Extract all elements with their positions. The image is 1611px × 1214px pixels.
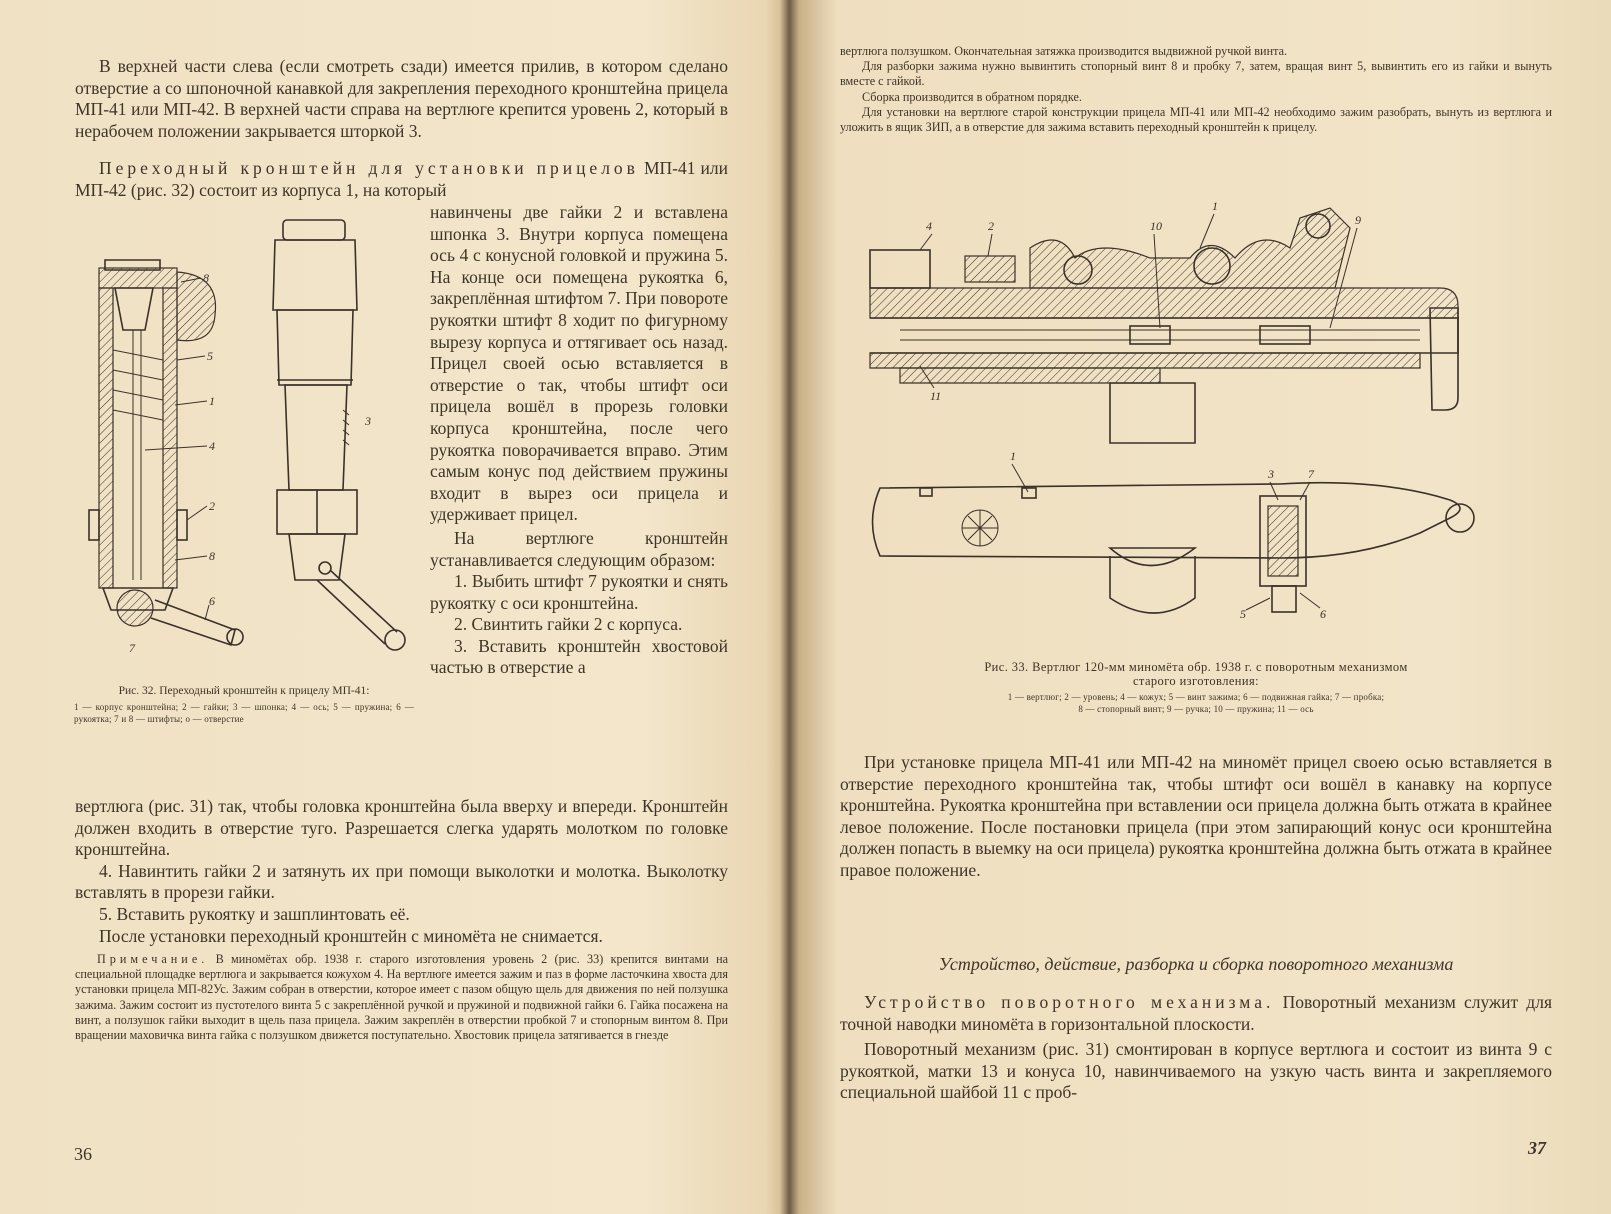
fig33-label-3: 3 — [1268, 467, 1274, 481]
fig33-label-10: 10 — [1150, 219, 1162, 233]
bracket-heading: Переходный кронштейн для установки прицелов — [99, 158, 639, 178]
fig33-label-6: 6 — [1320, 607, 1326, 621]
fig33-label-1-bottom: 1 — [1010, 449, 1016, 463]
old-design-install: Для установки на вертлюге старой конструкции прицела МП-41 или МП-42 необходимо зажим разобрать, вынуть из вертлюга и уложить в ящик ЗИП, а в отверстие для зажима вставить переходный кронштейн к прицелу. — [840, 104, 1552, 135]
figure-33-caption: Рис. 33. Вертлюг 120-мм миномёта обр. 1938 г. с поворотным механизмом — [984, 660, 1408, 674]
install-final-note: После установки переходный кронштейн с миномёта не снимается. — [99, 925, 603, 946]
note-label: Примечание. — [97, 952, 209, 966]
bracket-description: навинчены две гайки 2 и вставлена шпонка 3. Внутри корпуса помещена ось 4 с конусной головкой и пружина 5. На конце оси помещена рукоятка 6, закреплённая штифтом 7. При повороте рукоятки штифт 8 ходит по фигурному вырезу корпуса и оттягивает ось назад. Прицел своей осью вставляется в отверстие о так, чтобы штифт оси прицела вошёл в прорезь головки корпуса кронштейна, после чего рукоятка поворачивается вправо. Этим самым конус под действием пружины входит в вырез оси прицела и удерживает прицел. — [430, 202, 728, 525]
fig33-label-1-top: 1 — [1212, 199, 1218, 213]
install-step-5: 5. Вставить рукоятку и зашплинтовать её. — [99, 903, 410, 924]
figure-33-bottom-view — [873, 449, 1475, 621]
device-text: Поворотный механизм служит для точной наводки миномёта в горизонтальной плоскости. — [840, 992, 1552, 1034]
note-text: В миномётах обр. 1938 г. старого изготовления уровень 2 (рис. 33) крепится винтами на специальной площадке вертлюга и закрывается кожухом 4. На вертлюге имеется зажим и паз в форме ласточкина хвоста для установки прицела МП-82Ус. Зажим собран в отверстии, которое имеет с пазом общую щель для движения по ней ползушка зажима. Зажим состоит из пустотелого винта 5 с закреплённой ручкой и пружиной и подвижной гайки 6. Гайка посажена на винт, а ползушок гайки выходит в щель паза прицела. Зажим закреплён в отверстии пробкой 7 и стопорным винтом 8. При вращении маховичка винта гайка с ползушком движется поступательно. Хвостовик прицела затягивается в гнезде — [75, 952, 729, 1043]
clamp-tightening: вертлюга ползушком. Окончательная затяжка производится выдвижной ручкой винта. — [840, 44, 1288, 58]
device-block — [840, 992, 1552, 1104]
sight-install-paragraph: При установке прицела МП-41 или МП-42 на миномёт прицел своею осью вставляется в отверстие переходного кронштейна так, чтобы штифт оси вошёл в канавку на корпусе кронштейна. Рукоятка кронштейна при вставлении оси прицела должна быть отжата в крайнее левое положение. После постановки прицела (при этом запирающий конус оси кронштейна должен попасть в выемку на оси прицела) рукоятка кронштейна должна быть отжата в крайнее правое положение. — [840, 752, 1552, 880]
fig32-label-4: 4 — [209, 439, 215, 453]
figure-33-legend-line2: 8 — стопорный винт; 9 — ручка; 10 — пружина; 11 — ось — [1078, 704, 1314, 714]
device-heading: Устройство поворотного механизма. — [864, 992, 1275, 1012]
figure-32-exterior — [273, 220, 405, 650]
clamp-assembly: Сборка производится в обратном порядке. — [862, 89, 1082, 104]
right-top-text — [840, 44, 1552, 135]
page-number-left: 36 — [74, 1144, 92, 1164]
figure-33-drawing — [860, 188, 1570, 638]
fig33-label-2: 2 — [988, 219, 994, 233]
figure-32-section — [89, 260, 243, 655]
install-step-2: 2. Свинтить гайки 2 с корпуса. — [454, 614, 683, 635]
figure-33-caption-line2: старого изготовления: — [1132, 674, 1259, 688]
install-intro: На вертлюге кронштейн устанавливается следующим образом: — [430, 527, 728, 570]
fig33-label-4: 4 — [926, 219, 932, 233]
sight-install-block — [840, 752, 1552, 882]
install-continued — [75, 796, 728, 947]
install-step-1: 1. Выбить штифт 7 рукоятки и снять рукоятку с оси кронштейна. — [430, 571, 728, 613]
page-number-right: 37 — [1528, 1138, 1546, 1158]
fig32-label-5: 5 — [207, 349, 213, 363]
right-page — [808, 0, 1611, 1214]
install-step-4: 4. Навинтить гайки 2 и затянуть их при помощи выколотки и молотка. Выколотку вставлять в прорези гайки. — [75, 860, 728, 903]
figure-33-caption-block — [840, 660, 1552, 715]
mechanism-paragraph: Поворотный механизм (рис. 31) смонтирован в корпусе вертлюга и состоит из винта 9 с рукояткой, матки 13 и конуса 10, навинчиваемого на узкую часть винта и закрепляемого специальной шайбой 11 с проб- — [840, 1039, 1552, 1103]
install-step-3-continued: вертлюга (рис. 31) так, чтобы головка кронштейна была вверху и впереди. Кронштейн должен входить в отверстие туго. Разрешается слегка ударять молотком по головке кронштейна. — [75, 796, 728, 860]
fig32-label-8-top: 8 — [203, 271, 209, 285]
bracket-heading-block — [75, 158, 728, 201]
fig32-label-8-bottom: 8 — [209, 549, 215, 563]
fig32-label-6: 6 — [209, 594, 215, 608]
fig32-label-7: 7 — [129, 641, 135, 655]
figure-32-caption-block — [74, 684, 414, 725]
fig33-label-7: 7 — [1308, 467, 1314, 481]
section-heading: Устройство, действие, разборка и сборка поворотного механизма — [938, 954, 1454, 974]
figure-33-top-view — [870, 199, 1458, 443]
figure-32-drawing — [85, 220, 415, 680]
fig33-label-9: 9 — [1355, 213, 1361, 227]
fig32-label-1: 1 — [209, 394, 215, 408]
fig33-label-5: 5 — [1240, 607, 1246, 621]
left-page — [0, 0, 800, 1214]
clamp-disassembly: Для разборки зажима нужно вывинтить стопорный винт 8 и пробку 7, затем, вращая винт 5, вывинтить его из гайки и вынуть вместе с гайкой. — [840, 59, 1552, 89]
fig32-label-3: 3 — [365, 414, 371, 428]
bracket-intro: МП-41 или МП-42 (рис. 32) состоит из корпуса 1, на который — [75, 158, 728, 200]
figure-32-caption: Рис. 32. Переходный кронштейн к прицелу МП-41: — [118, 685, 370, 697]
figure-32-legend: 1 — корпус кронштейна; 2 — гайки; 3 — шпонка; 4 — ось; 5 — пружина; 6 — рукоятка; 7 и 8 — штифты; о — отверстие — [74, 702, 414, 724]
bracket-column-text — [430, 202, 728, 679]
fig33-label-11: 11 — [930, 389, 942, 403]
fig32-label-2: 2 — [209, 499, 215, 513]
intro-paragraph — [75, 56, 728, 142]
figure-33-legend-line1: 1 — вертлюг; 2 — уровень; 4 — кожух; 5 — винт зажима; 6 — подвижная гайка; 7 — пробка; — [1007, 692, 1385, 702]
note-block — [75, 952, 728, 1043]
install-step-3: 3. Вставить кронштейн хвостовой частью в отверстие а — [430, 635, 728, 678]
intro-text: В верхней части слева (если смотреть сзади) имеется прилив, в котором сделано отверстие а со шпоночной канавкой для закрепления переходного кронштейна прицела МП-41 или МП-42. В верхней части справа на вертлюге крепится уровень 2, который в нерабочем положении закрывается шторкой 3. — [75, 56, 728, 141]
